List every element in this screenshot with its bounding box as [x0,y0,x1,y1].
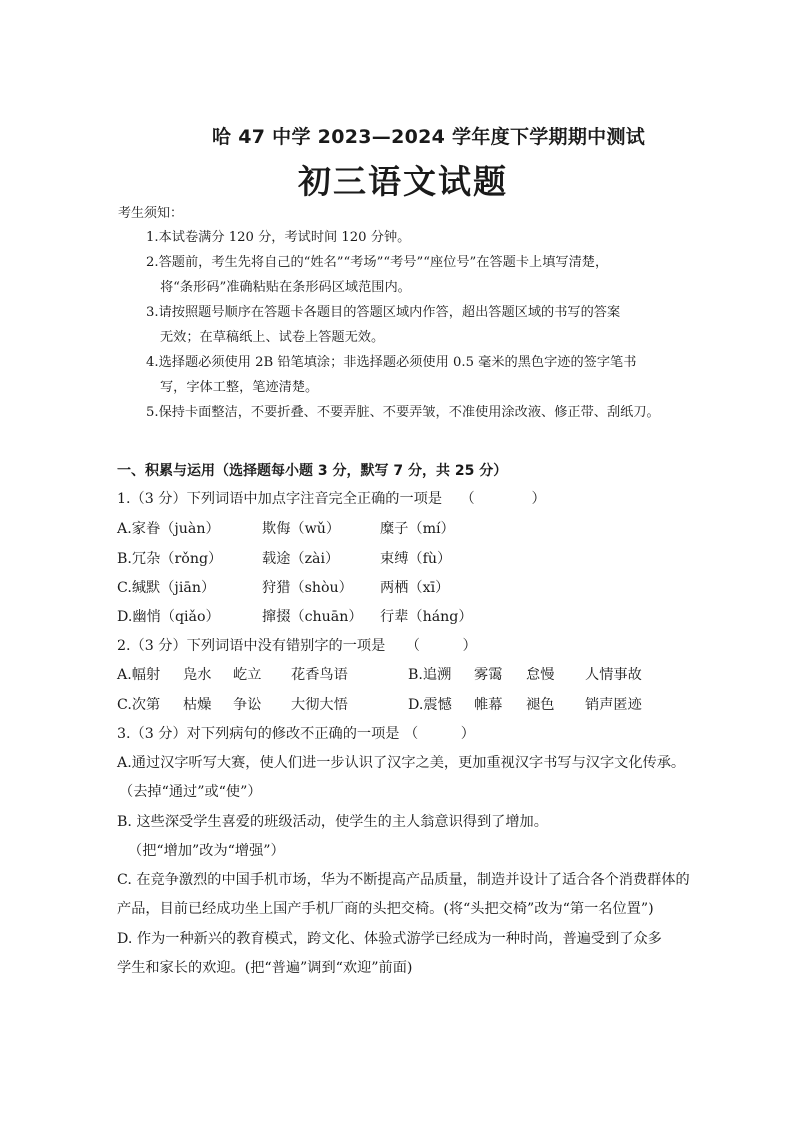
q3-option-b-note: （把“增加”改为“增强”） [128,843,285,859]
q2-option-c: C.次第 [117,697,161,713]
q2-option-c-word2: 枯燥 [183,697,212,713]
q1-option-a-word2: 欺侮（wǔ） [262,521,341,537]
q3-option-d: D. 作为一种新兴的教育模式，跨文化、体验式游学已经成为一种时尚，普遍受到了众多 [117,931,662,947]
q2-option-a-word2: 凫水 [183,667,212,683]
q2-option-b-word2: 雾霭 [474,667,503,683]
question-1-stem [117,488,546,508]
q2-option-a: A.幅射 [117,667,161,683]
notice-item [118,225,738,250]
q1-option-c: C.缄默（jiān） [117,580,216,596]
q3-option-b: B. 这些深受学生喜爱的班级活动，使学生的主人翁意识得到了增加。 [117,814,548,830]
notice-item-line1: 5.保持卡面整洁，不要折叠、不要弄脏、不要弄皱，不准使用涂改液、修正带、刮纸刀。 [146,405,660,420]
notice-item [118,250,738,300]
page-title: 初三语文试题 [298,162,508,201]
section-heading: 一、积累与运用（选择题每小题 3 分，默写 7 分，共 25 分） [117,463,508,479]
q1-option-d-word2: 撺掇（chuān） [262,609,363,625]
q3-option-d-cont: 学生和家长的欢迎。(把“普遍”调到“欢迎”前面) [117,960,413,976]
q1-option-a-word3: 糜子（mí） [380,521,455,537]
q3-option-a: A.通过汉字听写大赛，使人们进一步认识了汉字之美，更加重视汉字书写与汉字文化传承。 [117,755,686,771]
q3-option-a-note: （去掉“通过”或“使”） [119,784,262,800]
question-2-stem [117,635,477,655]
q3-option-c: C. 在竞争激烈的中国手机市场，华为不断提高产品质量，制造并设计了适合各个消费群体的 [117,872,690,888]
q2-option-b: B.追溯 [408,667,452,683]
question-3-stem [117,723,475,743]
notice-heading: 考生须知： [118,206,184,221]
notice-item-line2: 无效；在草稿纸上、试卷上答题无效。 [160,330,385,345]
q1-option-a: A.家眷（juàn） [117,521,220,537]
question-stem-text: 3.（3 分）对下列病句的修改不正确的一项是 [117,726,400,742]
q1-option-c-word3: 两栖（xī） [380,580,450,596]
notice-item [118,300,738,350]
notice-item-line2: 写，字体工整，笔迹清楚。 [160,380,319,395]
answer-blank: （ ） [403,726,475,742]
q3-option-c-cont: 产品，目前已经成功坐上国产手机厂商的头把交椅。(将“头把交椅”改为“第一名位置”) [117,901,654,917]
exam-notice [118,203,738,425]
question-stem-text: 2.（3 分）下列词语中没有错别字的一项是 [117,638,386,654]
q1-option-d: D.幽悄（qiǎo） [117,609,220,625]
notice-item-line1: 2.答题前，考生先将自己的“姓名”“考场”“考号”“座位号”在答题卡上填写清楚， [146,255,609,270]
q2-option-d: D.震憾 [408,697,452,713]
q2-option-d-word2: 帷幕 [474,697,503,713]
notice-item-line1: 4.选择题必须使用 2B 铅笔填涂；非选择题必须使用 0.5 毫米的黑色字迹的签字笔书 [146,355,637,370]
q2-option-d-word3: 褪色 [526,697,555,713]
q1-option-b-word3: 束缚（fù） [380,551,452,567]
answer-blank: （ ） [405,638,477,654]
notice-item-line1: 3.请按照题号顺序在答题卡各题目的答题区域内作答，超出答题区域的书写的答案 [146,305,621,320]
school-exam-header: 哈 47 中学 2023—2024 学年度下学期期中测试 [212,126,646,148]
q2-option-d-word4: 销声匿迹 [585,697,642,713]
notice-item [118,350,738,400]
q2-option-a-word3: 屹立 [233,667,262,683]
q2-option-b-word4: 人情事故 [585,667,642,683]
q1-option-d-word3: 行辈（háng） [380,609,473,625]
answer-blank: （ ） [460,491,546,507]
notice-list [118,225,738,425]
notice-item-line1: 1.本试卷满分 120 分，考试时间 120 分钟。 [146,230,411,245]
q2-option-c-word4: 大彻大悟 [291,697,348,713]
question-stem-text: 1.（3 分）下列词语中加点字注音完全正确的一项是 [117,491,443,507]
q1-option-b: B.冗杂（rǒng） [117,551,223,567]
notice-item [118,400,738,425]
q2-option-b-word3: 怠慢 [526,667,555,683]
q1-option-b-word2: 载途（zài） [262,551,340,567]
notice-item-line2: 将“条形码”准确粘贴在条形码区域范围内。 [160,280,411,295]
q1-option-c-word2: 狩猎（shòu） [262,580,353,596]
q2-option-c-word3: 争讼 [233,697,262,713]
q2-option-a-word4: 花香鸟语 [291,667,348,683]
